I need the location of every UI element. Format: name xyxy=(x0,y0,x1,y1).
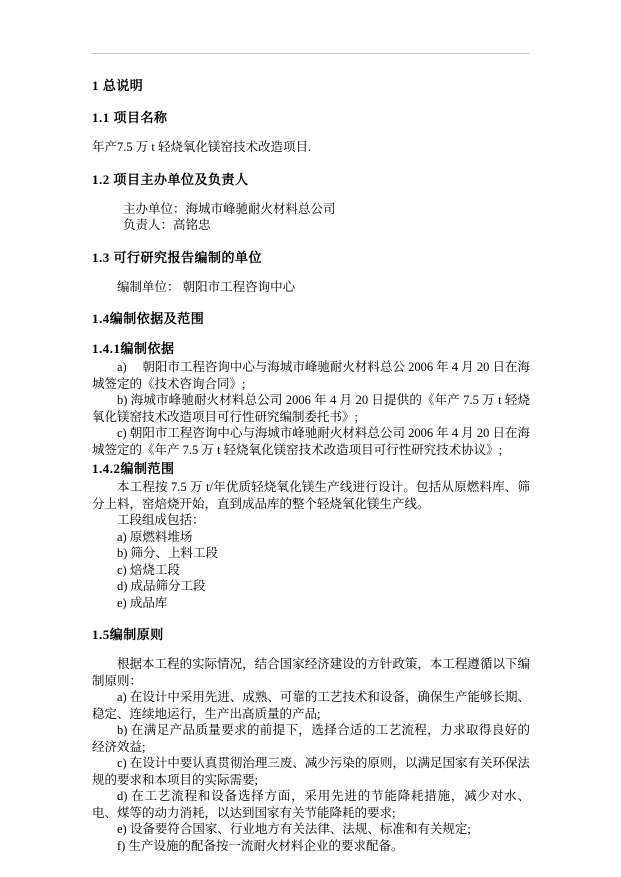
sponsor-unit-line: 主办单位：海城市峰驰耐火材料总公司 xyxy=(123,201,336,216)
basis-item-a: a) 朝阳市工程咨询中心与海城市峰驰耐火材料总公 2006 年 4 月 20 日在海城签定的《技术咨询合同》; xyxy=(92,360,530,391)
header-rule xyxy=(92,53,530,54)
heading-1-4-2-scope: 1.4.2编制范围 xyxy=(92,461,175,476)
heading-1-5-principles: 1.5编制原则 xyxy=(92,627,164,642)
heading-1-1-project-name: 1.1 项目名称 xyxy=(92,110,168,125)
principle-item-e: e) 设备要符合国家、行业地方有关法律、法规、标准和有关规定; xyxy=(117,822,471,836)
document-body xyxy=(92,77,530,854)
compile-unit-line: 编制单位： 朝阳市工程咨询中心 xyxy=(117,279,296,294)
principle-item-b: b) 在满足产品质量要求的前提下，选择合适的工艺流程，力求取得良好的经济效益; xyxy=(92,723,530,754)
heading-1-4-1-basis: 1.4.1编制依据 xyxy=(92,341,175,356)
work-section-item-a: a) 原燃料堆场 xyxy=(117,529,193,544)
principle-item-a: a) 在设计中采用先进、成熟、可靠的工艺技术和设备，确保生产能够长期、稳定、连续地运行，生产出高质量的产品; xyxy=(92,690,530,721)
principle-item-c: c) 在设计中要认真贯彻治理三废、减少污染的原则，以满足国家有关环保法规的要求和本项目的实际需要; xyxy=(92,756,530,787)
heading-1-4-basis-and-scope: 1.4编制依据及范围 xyxy=(92,311,205,326)
work-section-item-e: e) 成品库 xyxy=(117,595,168,610)
basis-item-b: b) 海城市峰驰耐火材料总公司 2006 年 4 月 20 日提供的《年产 7.5 万 t 轻烧氧化镁窑技术改造项目可行性研究编制委托书》; xyxy=(92,393,530,424)
scope-paragraph: 本工程按 7.5 万 t/年优质轻烧氧化镁生产线进行设计。包括从原燃料库、筛分上料，窑焙烧开始，直到成品库的整个轻烧氧化镁生产线。 xyxy=(92,480,530,511)
principles-intro: 根据本工程的实际情况，结合国家经济建设的方针政策，本工程遵循以下编制原则： xyxy=(92,657,530,688)
work-section-item-c: c) 焙烧工段 xyxy=(117,562,180,577)
work-section-item-b: b) 筛分、上料工段 xyxy=(117,546,219,560)
project-name-paragraph: 年产7.5 万 t 轻烧氧化镁窑技术改造项目. xyxy=(92,140,312,154)
responsible-person-line: 负责人：高铭忠 xyxy=(123,218,211,232)
principle-item-f: f) 生产设施的配备按一流耐火材料企业的要求配备。 xyxy=(117,838,404,853)
basis-item-c: c) 朝阳市工程咨询中心与海城市峰驰耐火材料总公司 2006 年 4 月 20 日在海城签定的《年产 7.5 万 t 轻烧氧化镁窑技术改造项目可行性研究技术协议》; xyxy=(92,426,530,457)
work-section-item-d: d) 成品筛分工段 xyxy=(117,579,206,593)
heading-1-general: 1 总说明 xyxy=(92,78,144,93)
principle-item-d: d) 在工艺流程和设备选择方面，采用先进的节能降耗措施，减少对水、电、煤等的动力消耗，以达到国家有关节能降耗的要求; xyxy=(92,789,530,820)
work-sections-intro: 工段组成包括： xyxy=(117,513,205,527)
heading-1-3-report-compiler: 1.3 可行研究报告编制的单位 xyxy=(92,249,263,265)
heading-1-2-sponsor: 1.2 项目主办单位及负责人 xyxy=(92,171,249,187)
